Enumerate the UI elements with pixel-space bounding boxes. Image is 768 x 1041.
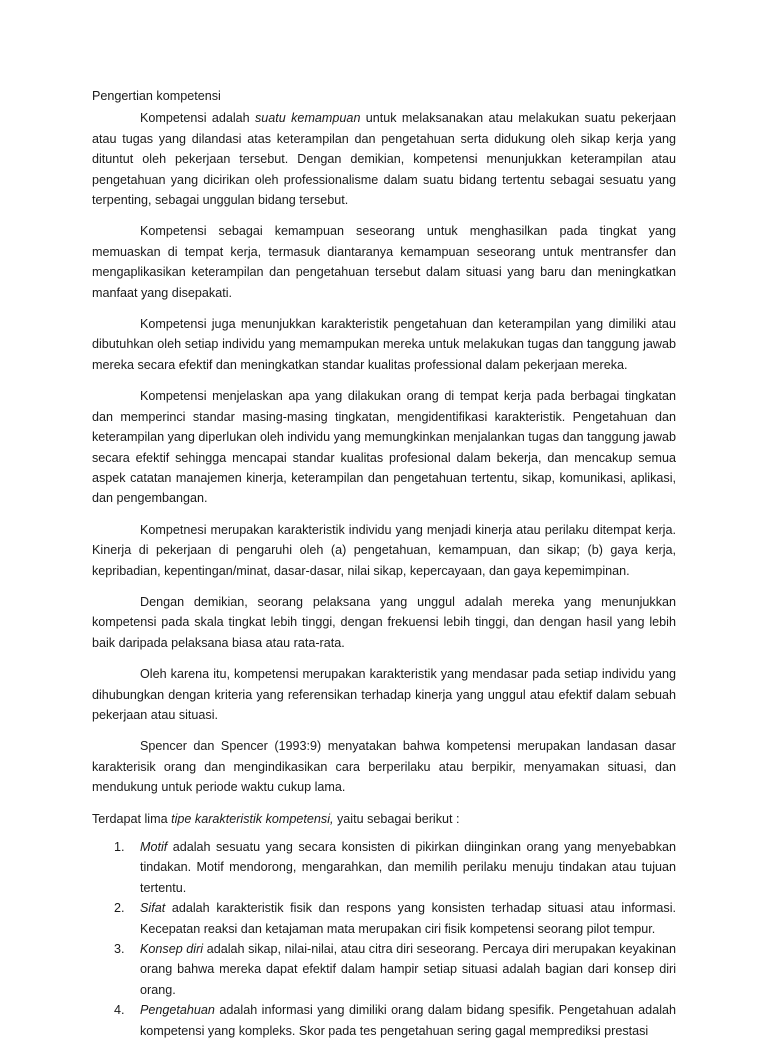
text-run: adalah informasi yang dimiliki orang dalam bidang spesifik. Pengetahuan adalah kompetensi yang kompleks. Skor pada tes pengetahuan sering gagal memprediksi prestasi bbox=[140, 1003, 676, 1038]
body-paragraph bbox=[92, 386, 676, 508]
text-run: Oleh karena itu, kompetensi merupakan karakteristik yang mendasar pada setiap individu yang dihubungkan dengan kriteria yang referensikan terhadap kinerja yang unggul atau efektif dalam sebuah pekerjaan atau situasi. bbox=[92, 667, 676, 722]
list-item bbox=[92, 898, 676, 939]
text-run: adalah sikap, nilai-nilai, atau citra diri seseorang. Percaya diri merupakan keyakinan orang bahwa mereka dapat efektif dalam hampir setiap situasi adalah bagian dari konsep diri orang. bbox=[140, 942, 676, 997]
body-paragraph bbox=[92, 736, 676, 797]
body-paragraph bbox=[92, 592, 676, 653]
characteristics-list bbox=[92, 837, 676, 1041]
text-run: adalah sesuatu yang secara konsisten di pikirkan diinginkan orang yang menyebabkan tindakan. Motif mendorong, mengarahkan, dan memilih perilaku menuju tindakan atau tujuan tertentu. bbox=[140, 840, 676, 895]
text-run: Kompetnesi merupakan karakteristik individu yang menjadi kinerja atau perilaku ditempat kerja. Kinerja di pekerjaan di pengaruhi oleh (a) pengetahuan, kemampuan, dan sikap; (b) gaya kerja, kepribadian, kepentingan/minat, dasar-dasar, nilai sikap, kepercayaan, dan gaya kepemimpinan. bbox=[92, 522, 676, 578]
text-run: Kompetensi juga menunjukkan karakteristik pengetahuan dan keterampilan yang dimiliki atau dibutuhkan oleh setiap individu yang memampukan mereka untuk melakukan tugas dan tanggung jawab mereka secara efektif dan meningkatkan standar kualitas professional dalam pekerjaan mereka. bbox=[92, 317, 676, 372]
italic-text-run: tipe karakteristik kompetensi, bbox=[171, 811, 334, 826]
text-run: yaitu sebagai berikut : bbox=[333, 811, 460, 826]
italic-text-run: Sifat bbox=[140, 901, 166, 916]
italic-text-run: suatu kemampuan bbox=[255, 111, 361, 126]
list-item-number: 4. bbox=[114, 1003, 125, 1018]
text-run: Kompetensi sebagai kemampuan seseorang untuk menghasilkan pada tingkat yang memuaskan di tempat kerja, termasuk diantaranya kemampuan seseorang untuk mentransfer dan mengaplikasikan keterampilan dan pengetahuan tersebut dalam situasi yang baru dan meningkatkan manfaat yang disepakati. bbox=[92, 224, 676, 300]
text-run: adalah karakteristik fisik dan respons yang konsisten terhadap situasi atau informasi. Kecepatan reaksi dan ketajaman mata merupakan ciri fisik kompetensi seorang pilot tempur. bbox=[140, 901, 676, 936]
list-item bbox=[92, 837, 676, 898]
list-item bbox=[92, 1000, 676, 1041]
document-title: Pengertian kompetensi bbox=[92, 89, 221, 103]
text-run: Terdapat lima bbox=[92, 811, 172, 826]
italic-text-run: Konsep diri bbox=[140, 942, 204, 957]
text-run: Kompetensi menjelaskan apa yang dilakukan orang di tempat kerja pada berbagai tingkatan dan memperinci standar masing-masing tingkatan, mengidentifikasi karakteristik. Pengetahuan dan keterampilan yang diperlukan oleh individu yang memungkinkan menjalankan tugas dan tanggung jawab secara efektif sehingga mencapai standar kualitas profesional dalam bekerja, dan mencakup semua aspek catatan manajemen kinerja, keterampilan dan pengetahuan tertentu, sikap, komunikasi, aplikasi, dan pengembangan. bbox=[92, 389, 676, 506]
list-item-number: 2. bbox=[114, 901, 125, 916]
body-paragraphs bbox=[92, 108, 676, 797]
text-run: Spencer dan Spencer (1993:9) menyatakan bahwa kompetensi merupakan landasan dasar karakterisik orang dan mengindikasikan cara berperilaku atau berpikir, menyamakan situasi, dan mendukung untuk periode waktu cukup lama. bbox=[92, 739, 676, 795]
body-paragraph bbox=[92, 221, 676, 303]
body-paragraph bbox=[92, 520, 676, 581]
text-run: Dengan demikian, seorang pelaksana yang unggul adalah mereka yang menunjukkan kompetensi pada skala tingkat lebih tinggi, dengan frekuensi lebih tinggi, dan dengan hasil yang lebih baik daripada pelaksana biasa atau rata-rata. bbox=[92, 594, 676, 650]
italic-text-run: Motif bbox=[140, 840, 168, 854]
list-intro bbox=[92, 809, 676, 829]
document-page bbox=[92, 86, 676, 1041]
body-paragraph bbox=[92, 664, 676, 725]
list-item-number: 3. bbox=[114, 942, 125, 957]
list-item bbox=[92, 939, 676, 1000]
text-run: untuk melaksanakan atau melakukan suatu pekerjaan atau tugas yang dilandasi atas keterampilan dan pengetahuan serta didukung oleh sikap kerja yang dituntut oleh pekerjaan tersebut. Dengan demikian, kompetensi menunjukkan keterampilan atau pengetahuan yang dicirikan oleh professionalisme dalam suatu bidang tertentu sebagai sesuatu yang terpenting, sebagai unggulan bidang tersebut. bbox=[92, 111, 676, 208]
text-run: Kompetensi adalah bbox=[140, 111, 255, 126]
body-paragraph bbox=[92, 108, 676, 210]
body-paragraph bbox=[92, 314, 676, 375]
italic-text-run: Pengetahuan bbox=[140, 1003, 215, 1018]
list-item-number: 1. bbox=[114, 840, 125, 854]
